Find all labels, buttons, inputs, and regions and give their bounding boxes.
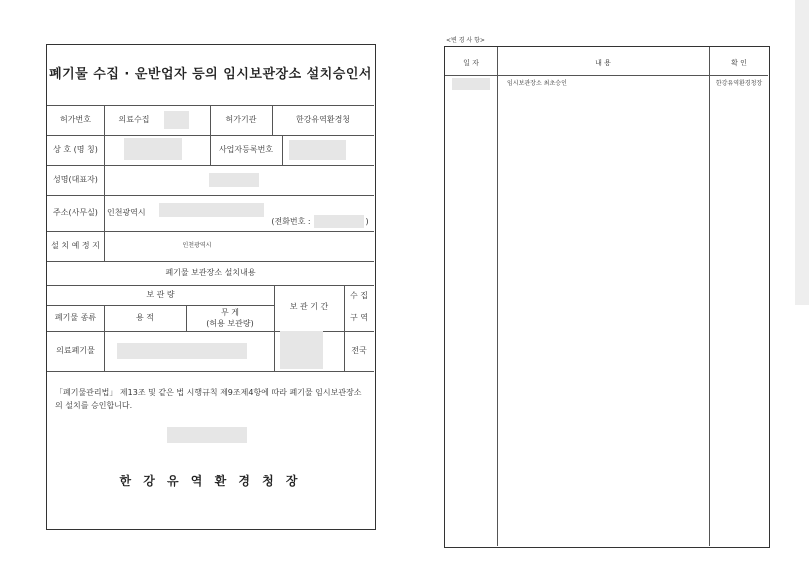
redacted-biz-no bbox=[289, 140, 346, 160]
divider bbox=[497, 47, 498, 546]
row1-content: 임시보관장소 최초승인 bbox=[507, 80, 567, 88]
redacted-company-name bbox=[124, 138, 182, 160]
collect-area-value: 전국 bbox=[351, 346, 367, 356]
biz-no-label: 사업자등록번호 bbox=[218, 145, 274, 155]
divider bbox=[104, 105, 105, 135]
divider bbox=[186, 305, 187, 331]
col-confirm-header: 확 인 bbox=[731, 58, 747, 67]
redacted-date bbox=[167, 427, 247, 443]
representative-label: 성명(대표자) bbox=[53, 175, 98, 185]
redacted-permit-no bbox=[164, 111, 189, 129]
waste-type-header: 폐기물 종류 bbox=[54, 313, 97, 323]
permit-no-value: 의료수집 bbox=[118, 115, 150, 125]
authority-label: 허가기관 bbox=[225, 115, 257, 125]
col-date-header: 일 자 bbox=[463, 58, 479, 67]
collect-area-header-top: 수 집 bbox=[350, 291, 368, 301]
phone-close: ) bbox=[365, 217, 369, 227]
row1-confirm: 한강유역환경청장 bbox=[715, 80, 763, 88]
divider bbox=[47, 371, 374, 372]
permit-no-label: 허가번호 bbox=[60, 115, 91, 125]
divider bbox=[272, 105, 273, 135]
adjacent-page-edge bbox=[795, 0, 809, 305]
waste-type-value: 의료폐기물 bbox=[56, 346, 95, 356]
redacted-phone bbox=[314, 215, 364, 228]
redacted-volume-weight bbox=[117, 343, 247, 359]
company-label: 상 호 (명 칭) bbox=[53, 145, 98, 155]
approval-certificate bbox=[46, 44, 376, 530]
redacted-representative bbox=[209, 173, 259, 187]
site-label: 설 치 예 정 지 bbox=[51, 241, 100, 251]
document-title: 폐기물 수집 · 운반업자 등의 임시보관장소 설치승인서 bbox=[49, 67, 372, 83]
site-value: 인천광역시 bbox=[182, 242, 212, 250]
divider bbox=[104, 305, 105, 371]
weight-header: 무 게 bbox=[221, 308, 239, 318]
divider bbox=[274, 285, 275, 371]
storage-period-header: 보 관 기 간 bbox=[289, 302, 329, 312]
changes-caption: <변 경 사 항> bbox=[446, 37, 485, 44]
divider bbox=[445, 75, 768, 76]
approval-statement: 「폐기물관리법」 제13조 및 같은 법 시행규칙 제9조제4항에 따라 폐기물 임시보관장소의 설치를 승인합니다. bbox=[55, 388, 362, 410]
collect-area-header-bottom: 구 역 bbox=[350, 313, 368, 323]
divider bbox=[282, 135, 283, 165]
storage-qty-header: 보 관 량 bbox=[146, 290, 175, 300]
address-label: 주소(사무실) bbox=[53, 208, 98, 218]
issuer-name: 한 강 유 역 환 경 청 장 bbox=[119, 473, 302, 488]
volume-header: 용 적 bbox=[136, 313, 154, 323]
redacted-storage-period bbox=[280, 331, 323, 369]
address-value: 인천광역시 bbox=[107, 208, 146, 218]
redacted-change-date bbox=[452, 78, 490, 90]
divider bbox=[344, 285, 345, 371]
authority-value: 한강유역환경청 bbox=[295, 115, 351, 125]
section-title: 폐기물 보관장소 설치내용 bbox=[165, 268, 256, 278]
phone-label: (전화번호 : bbox=[271, 217, 311, 227]
divider bbox=[709, 47, 710, 546]
redacted-address bbox=[159, 203, 264, 217]
weight-header-sub: (허용 보관량) bbox=[206, 319, 254, 329]
col-content-header: 내 용 bbox=[595, 58, 611, 67]
divider bbox=[210, 105, 211, 165]
change-history-table bbox=[444, 46, 770, 548]
divider bbox=[104, 135, 105, 261]
